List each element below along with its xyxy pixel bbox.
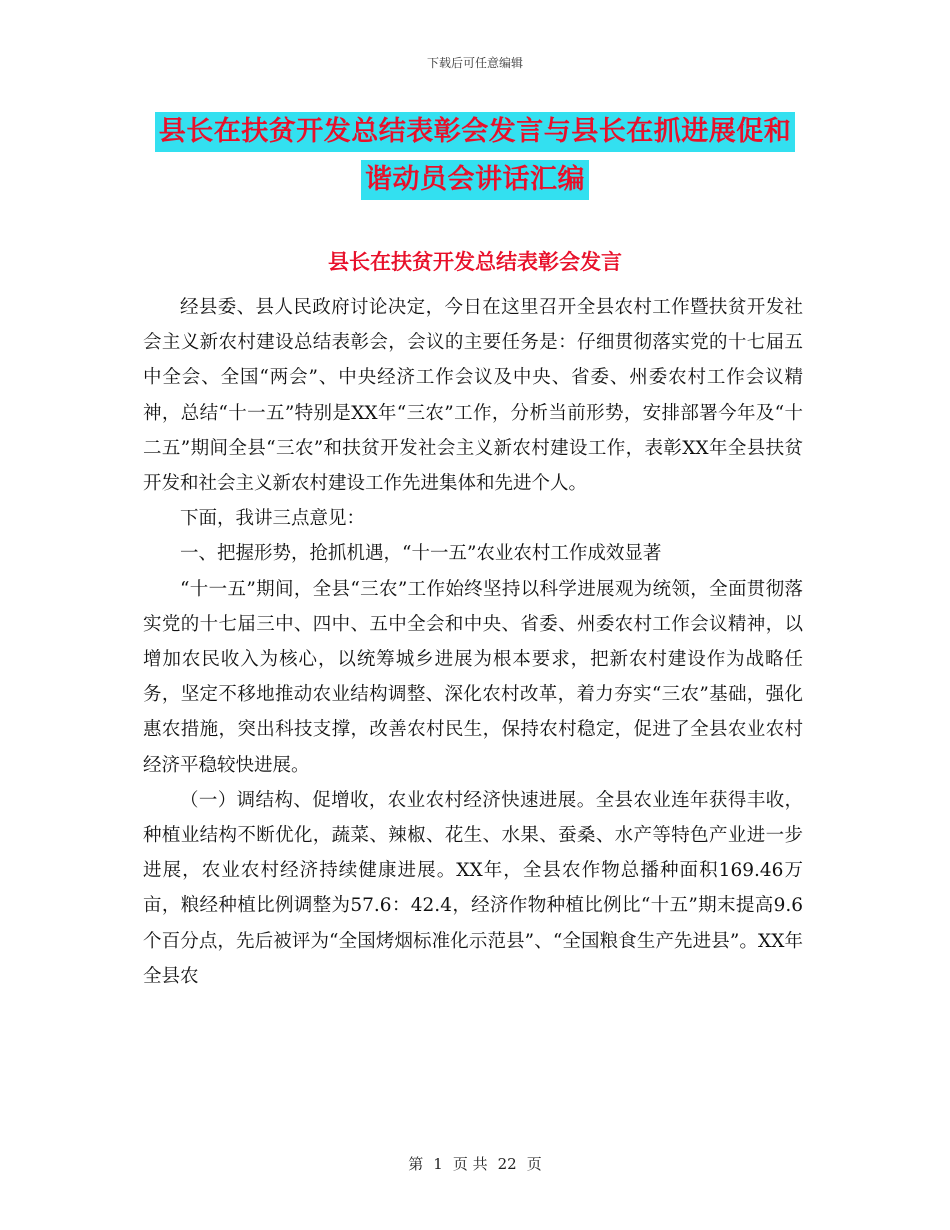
document-body (143, 290, 803, 994)
paragraph: 经县委、县人民政府讨论决定，今日在这里召开全县农村工作暨扶贫开发社会主义新农村建设总结表彰会，会议的主要任务是：仔细贯彻落实党的十七届五中全会、全国“两会”、中央经济工作会议及中央、省委、州委农村工作会议精神，总结“十一五”特别是XX年“三农”工作，分析当前形势，安排部署今年及“十二五”期间全县“三农”和扶贫开发社会主义新农村建设工作，表彰XX年全县扶贫开发和社会主义新农村建设工作先进集体和先进个人。 (143, 297, 803, 495)
page-total: 22 (497, 1155, 517, 1173)
paragraph: “十一五”期间，全县“三农”工作始终坚持以科学进展观为统领，全面贯彻落实党的十七届三中、四中、五中全会和中央、省委、州委农村工作会议精神，以增加农民收入为核心，以统筹城乡进展为根本要求，把新农村建设作为战略任务，坚定不移地推动农业结构调整、深化农村改革，着力夯实“三农”基础，强化惠农措施，突出科技支撑，改善农村民生，保持农村稳定，促进了全县农业农村经济平稳较快进展。 (143, 578, 803, 776)
section-title: 县长在扶贫开发总结表彰会发言 (328, 250, 622, 274)
page-number: 1 (433, 1155, 443, 1173)
title-line-1: 县长在扶贫开发总结表彰会发言与县长在抓进展促和 (155, 112, 796, 152)
document-title (140, 108, 810, 204)
paragraph-heading: 一、把握形势，抢抓机遇，“十一五”农业农村工作成效显著 (180, 543, 662, 565)
footer-middle: 页 共 (452, 1155, 488, 1173)
title-line-2: 谐动员会讲话汇编 (361, 160, 589, 200)
page-footer (0, 1153, 950, 1174)
paragraph: （一）调结构、促增收，农业农村经济快速进展。全县农业连年获得丰收，种植业结构不断优化，蔬菜、辣椒、花生、水果、蚕桑、水产等特色产业进一步进展，农业农村经济持续健康进展。XX年，全县农作物总播种面积169.46万亩，粮经种植比例调整为57.6：42.4，经济作物种植比例比“十五”期末提高9.6个百分点，先后被评为“全国烤烟标准化示范县”、“全国粮食生产先进县”。XX年全县农 (143, 789, 803, 987)
footer-prefix: 第 (408, 1155, 424, 1173)
paragraph: 下面，我讲三点意见： (180, 508, 366, 530)
header-note: 下载后可任意编辑 (426, 56, 523, 70)
footer-suffix: 页 (526, 1155, 542, 1173)
